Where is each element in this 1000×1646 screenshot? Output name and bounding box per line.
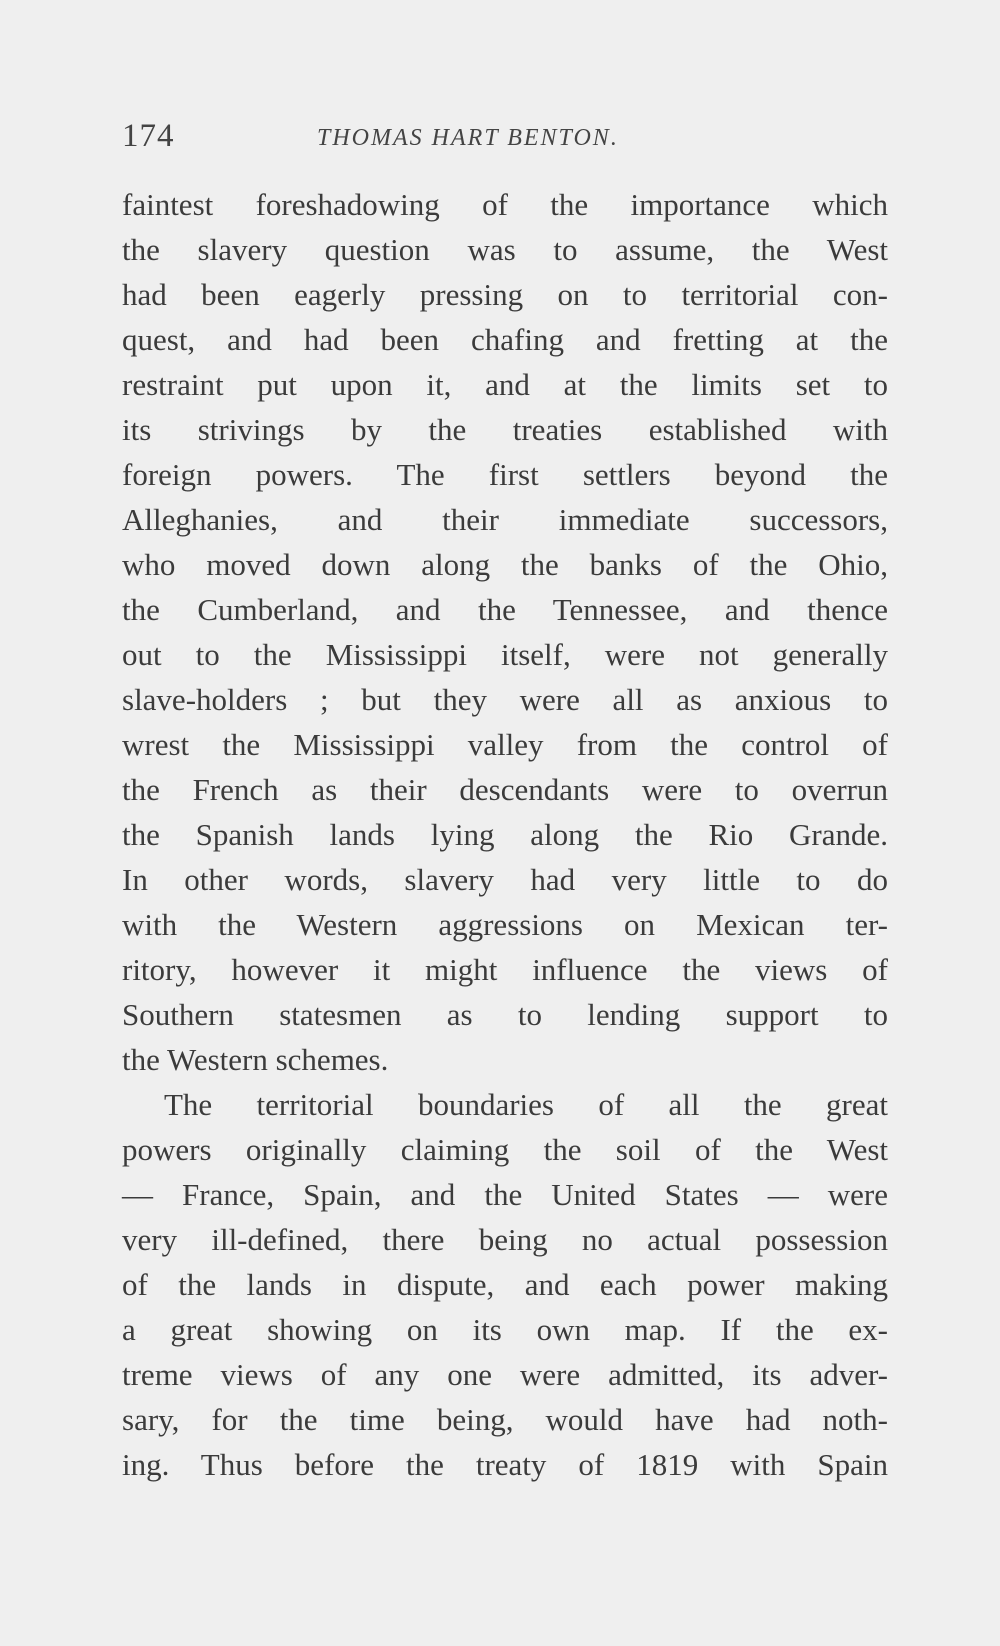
- page-number: 174: [122, 118, 175, 154]
- text-line: sary, for the time being, would have had noth-: [122, 1402, 888, 1437]
- page-header: [122, 118, 888, 162]
- text-line: the Cumberland, and the Tennessee, and thence: [122, 592, 888, 627]
- text-line: the Spanish lands lying along the Rio Grande.: [122, 817, 888, 852]
- text-line: quest, and had been chafing and fretting at the: [122, 322, 888, 357]
- paragraph-end-line: the Western schemes.: [122, 1042, 389, 1077]
- body-text: [122, 182, 888, 1487]
- text-line: Alleghanies, and their immediate successors,: [122, 502, 888, 537]
- text-line: Southern statesmen as to lending support to: [122, 997, 888, 1032]
- text-line: a great showing on its own map. If the ex-: [122, 1312, 888, 1347]
- text-line: foreign powers. The first settlers beyond the: [122, 457, 888, 492]
- text-line: the slavery question was to assume, the West: [122, 232, 888, 267]
- text-line: — France, Spain, and the United States — were: [122, 1177, 888, 1212]
- text-line: ing. Thus before the treaty of 1819 with Spain: [122, 1447, 888, 1482]
- text-line: had been eagerly pressing on to territorial con-: [122, 277, 888, 312]
- running-title: THOMAS HART BENTON.: [317, 125, 619, 151]
- text-line: restraint put upon it, and at the limits set to: [122, 367, 888, 402]
- text-line: out to the Mississippi itself, were not generally: [122, 637, 888, 672]
- text-line: its strivings by the treaties established with: [122, 412, 888, 447]
- paragraph-start-line: The territorial boundaries of all the great: [164, 1087, 888, 1122]
- text-line: slave-holders ; but they were all as anxious to: [122, 682, 888, 717]
- text-line: ritory, however it might influence the views of: [122, 952, 888, 987]
- text-line: treme views of any one were admitted, its adver-: [122, 1357, 888, 1392]
- text-line: the French as their descendants were to overrun: [122, 772, 888, 807]
- text-line: wrest the Mississippi valley from the control of: [122, 727, 888, 762]
- text-line: who moved down along the banks of the Ohio,: [122, 547, 888, 582]
- text-line: faintest foreshadowing of the importance which: [122, 187, 888, 222]
- text-line: very ill-defined, there being no actual possession: [122, 1222, 888, 1257]
- text-line: powers originally claiming the soil of the West: [122, 1132, 888, 1167]
- text-line: In other words, slavery had very little to do: [122, 862, 888, 897]
- text-line: with the Western aggressions on Mexican ter-: [122, 907, 888, 942]
- text-line: of the lands in dispute, and each power making: [122, 1267, 888, 1302]
